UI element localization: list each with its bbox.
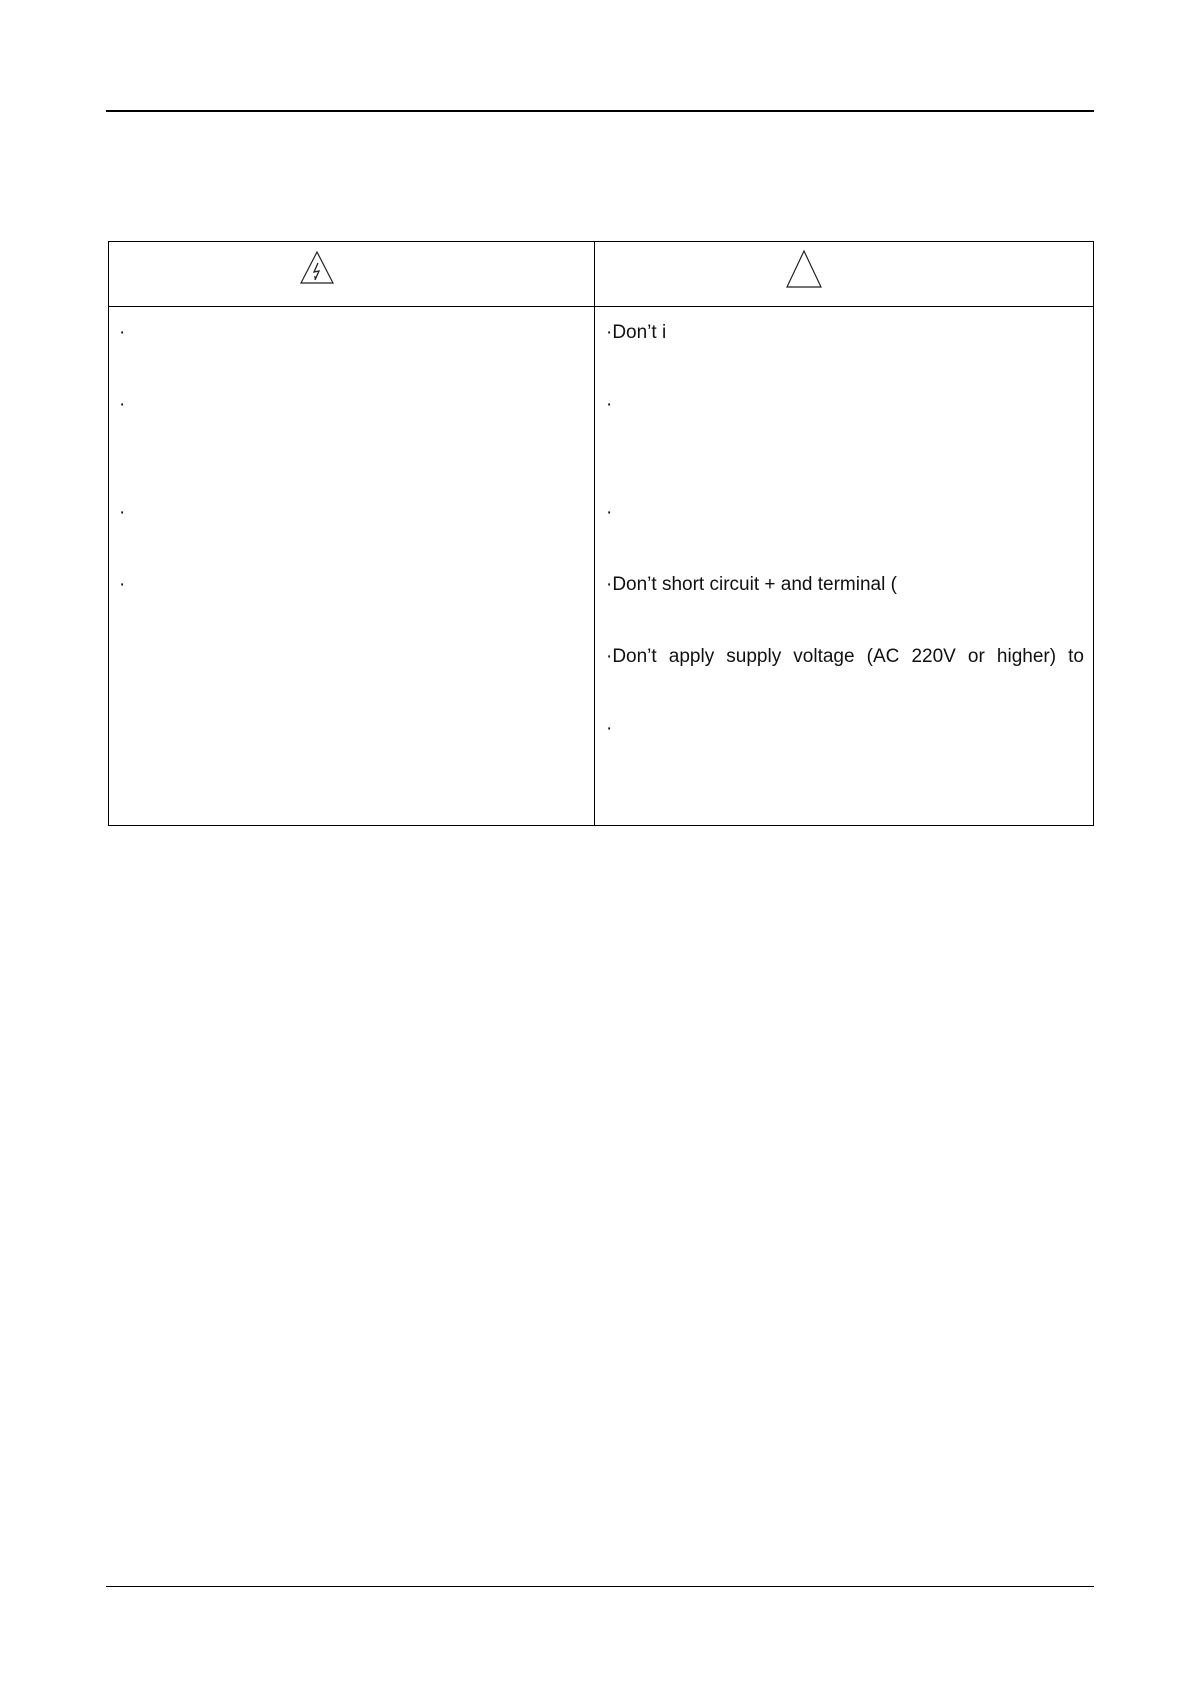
safety-notice-table xyxy=(108,241,1094,826)
warning-bullet: · xyxy=(119,394,126,415)
caution-bullet: ·Don’t short circuit + and terminal ( xyxy=(606,574,897,595)
caution-bullet: · xyxy=(606,394,613,415)
header-row-divider xyxy=(109,306,1093,307)
footer-rule xyxy=(106,1586,1094,1587)
header-rule xyxy=(106,110,1094,112)
electric-shock-warning-icon xyxy=(299,250,335,286)
caution-bullet: ·Don’t i xyxy=(606,322,667,343)
caution-bullet: ·Don’t apply supply voltage (AC 220V or higher) to xyxy=(606,646,1084,667)
caution-bullet: · xyxy=(606,718,613,739)
warning-bullet: · xyxy=(119,322,126,343)
column-divider xyxy=(594,242,595,825)
caution-triangle-icon xyxy=(785,249,823,289)
warning-bullet: · xyxy=(119,574,126,595)
warning-bullet: · xyxy=(119,502,126,523)
caution-bullet: · xyxy=(606,502,613,523)
